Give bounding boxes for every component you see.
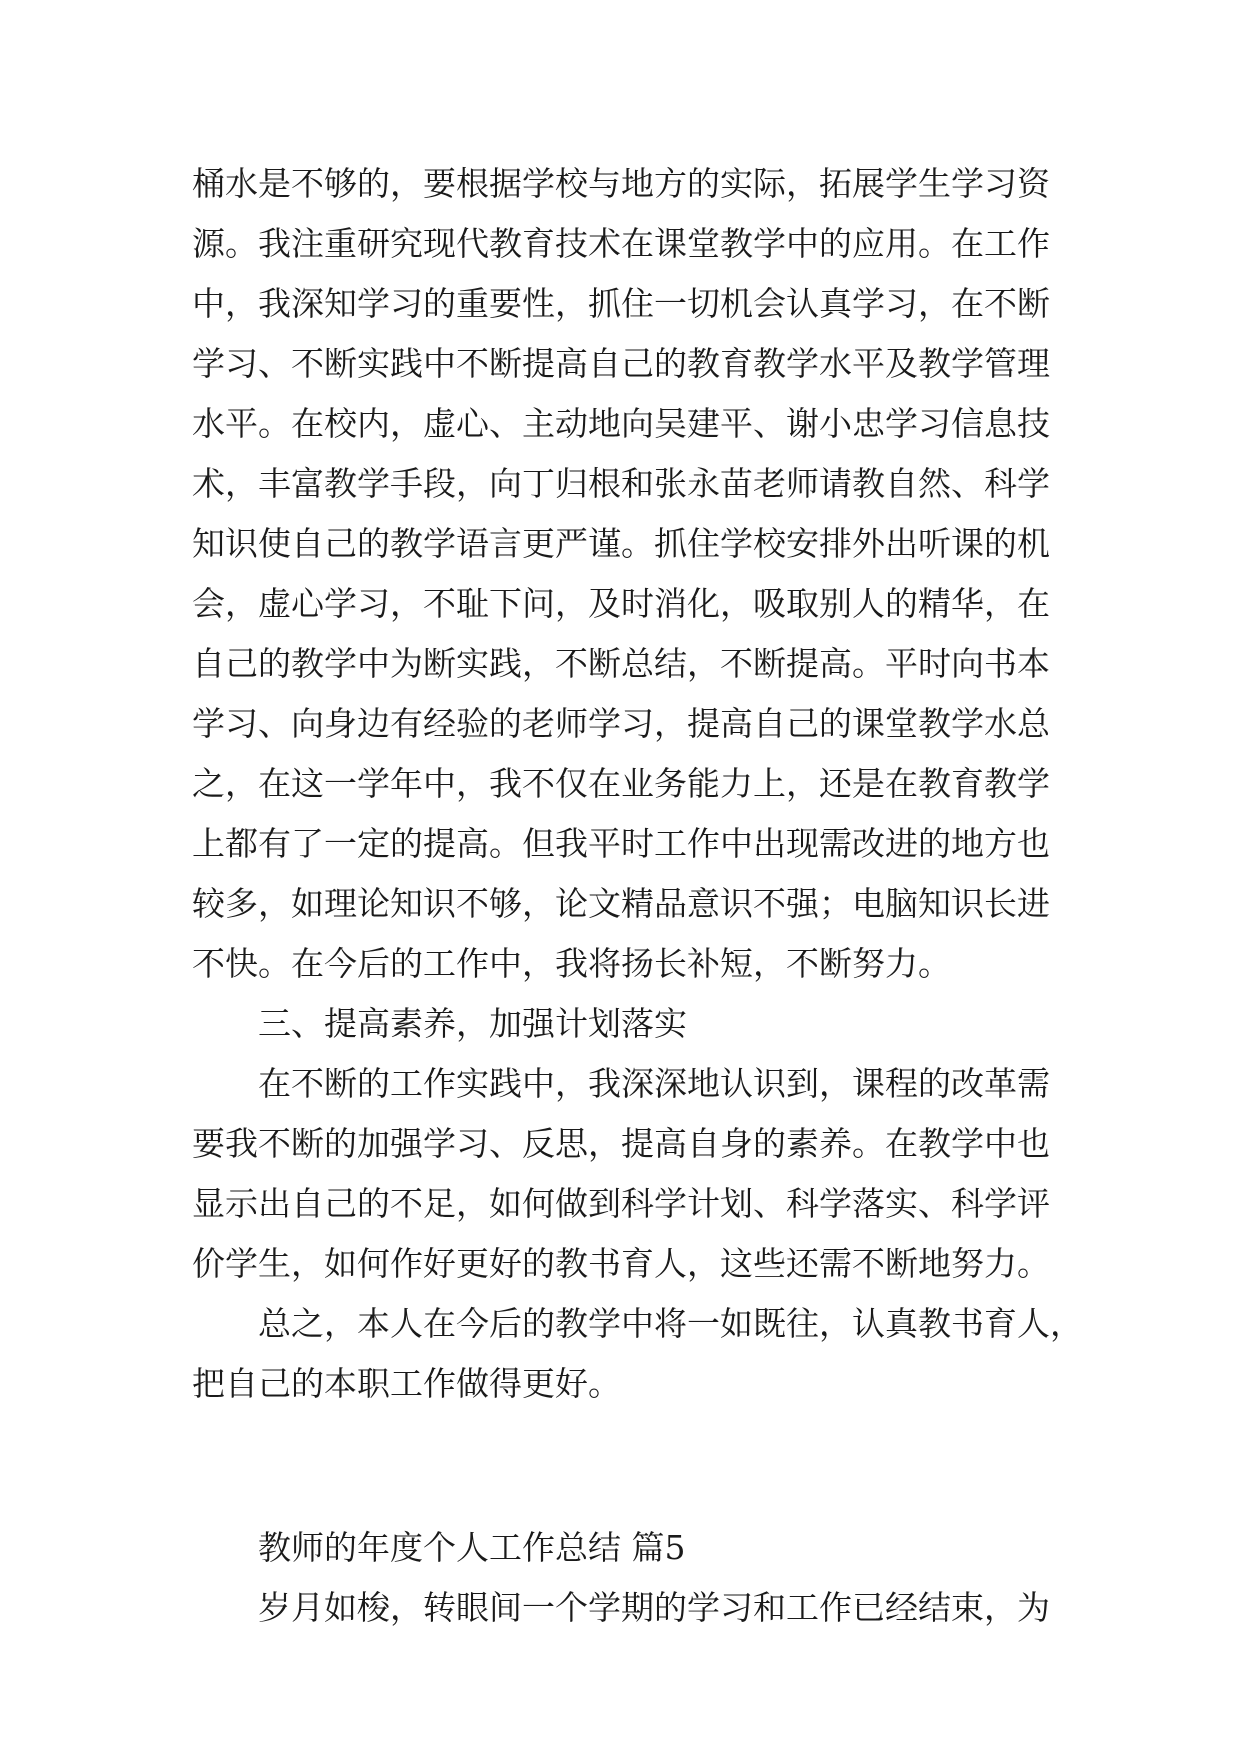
text-line: 在不断的工作实践中，我深深地认识到，课程的改革需 <box>192 1064 1050 1103</box>
text-line: 要我不断的加强学习、反思，提高自身的素养。在教学中也 <box>192 1124 1050 1163</box>
text-line: 把自己的本职工作做得更好。 <box>192 1364 621 1403</box>
paragraph-continued <box>192 154 1072 994</box>
text-line: 自己的教学中为断实践，不断总结，不断提高。平时向书本 <box>192 644 1050 683</box>
text-line: 知识使自己的教学语言更严谨。抓住学校安排外出听课的机 <box>192 524 1050 563</box>
paragraph-reflection <box>192 1054 1072 1294</box>
text-line: 会，虚心学习，不耻下问，及时消化，吸取别人的精华，在 <box>192 584 1050 623</box>
text-line: 上都有了一定的提高。但我平时工作中出现需改进的地方也 <box>192 824 1050 863</box>
text-line: 学习、不断实践中不断提高自己的教育教学水平及教学管理 <box>192 344 1050 383</box>
text-line: 价学生，如何作好更好的教书育人，这些还需不断地努力。 <box>192 1244 1050 1283</box>
paragraph-conclusion <box>192 1294 1083 1414</box>
text-line: 之，在这一学年中，我不仅在业务能力上，还是在教育教学 <box>192 764 1050 803</box>
text-line: 源。我注重研究现代教育技术在课堂教学中的应用。在工作 <box>192 224 1050 263</box>
text-line: 桶水是不够的，要根据学校与地方的实际，拓展学生学习资 <box>192 164 1050 203</box>
text-line: 术，丰富教学手段，向丁归根和张永苗老师请教自然、科学 <box>192 464 1050 503</box>
text-line: 岁月如梭，转眼间一个学期的学习和工作已经结束，为 <box>192 1588 1050 1627</box>
paragraph-next <box>192 1578 1072 1638</box>
document-body <box>192 154 1083 1638</box>
text-line: 显示出自己的不足，如何做到科学计划、科学落实、科学评 <box>192 1184 1050 1223</box>
article-title: 教师的年度个人工作总结 篇5 <box>192 1528 686 1567</box>
text-line: 总之，本人在今后的教学中将一如既往，认真教书育人， <box>192 1304 1083 1343</box>
text-line: 学习、向身边有经验的老师学习，提高自己的课堂教学水总 <box>192 704 1050 743</box>
text-line: 较多，如理论知识不够，论文精品意识不强；电脑知识长进 <box>192 884 1050 923</box>
paragraph-gap <box>192 1414 1072 1518</box>
text-line: 不快。在今后的工作中，我将扬长补短，不断努力。 <box>192 944 951 983</box>
text-line: 中，我深知学习的重要性，抓住一切机会认真学习，在不断 <box>192 284 1050 323</box>
section-heading: 三、提高素养，加强计划落实 <box>192 1004 687 1043</box>
text-line: 水平。在校内，虚心、主动地向吴建平、谢小忠学习信息技 <box>192 404 1050 443</box>
